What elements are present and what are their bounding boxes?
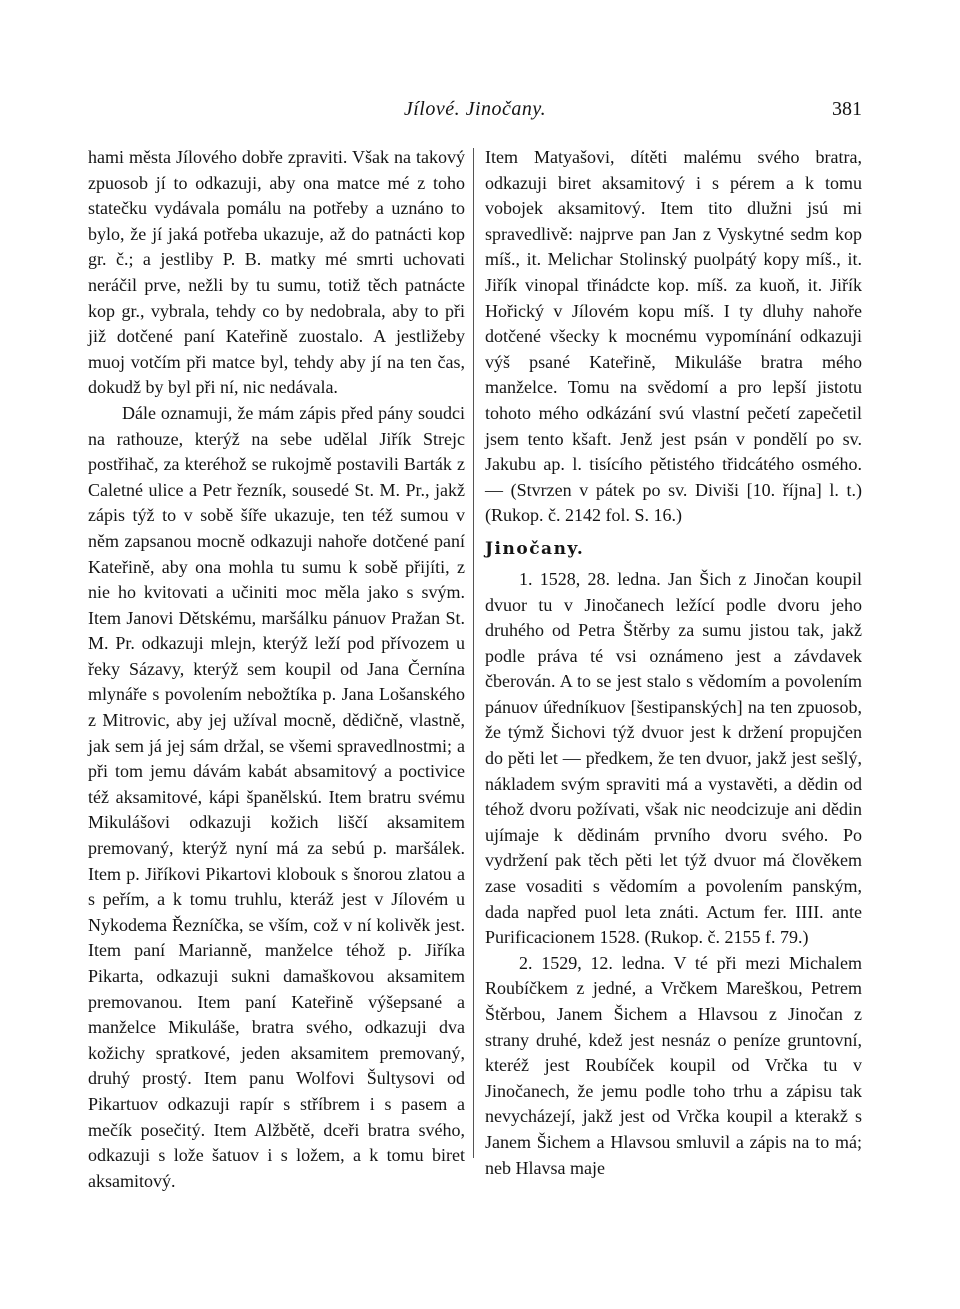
entry-1: 1. 1528, 28. ledna. Jan Šich z Jinočan koupil dvuor tu v Jinočanech ležící podle dvoru jeho druhého od Petra Štěrby za sumu jistou tak, jakž podle práva té vsi oznámeno jest a závdavek čberován. A to se jest stalo s vědomím a povolením pánuov úředníkuov [šestipanských] na ten zpuosob, že týmž Šichovi týž dvuor jest k držení propujčen do pěti let — předkem, že ten dvuor, jakž jest sešlý, nákladem svým spraviti má a vystavěti, a dědin od téhož dvoru požívati, však nic neodcizuje ani dědin ujímaje k dědinám prvního dvoru svého. Po vydržení pak těch pěti let týž dvuor má člověkem zase vosaditi s vědomím a povolením panským, dada napřed puol leta znáti. Actum fer. IIII. ante Purificacionem 1528. (Rukop. č. 2155 f. 79.) xyxy=(485,568,862,948)
left-paragraph-bequests: Dále oznamuji, že mám zápis před pány soudci na rathouze, kterýž na sebe udělal Jiřík Strejc postřihač, za kteréhož se rukojmě postavili Barták z Caletné ulice a Petr řezník, sousedé St. M. Pr., jakž zápis týž to v sobě šíře ukazuje, ten též sumou v něm zapsanou mocně odkazuji nahoře dotčené paní Kateřině, aby ona mohla tu sumu k sobě přijíti, z nie ho kvitovati a učiniti moc měla jako s svým. Item Janovi Dětskému, maršálku pánuov Pražan St. M. Pr. odkazuji mlejn, kterýž leží pod přívozem u řeky Sázavy, kterýž sem koupil od Jana Černína mlynáře s povolením nebožtíka p. Jana Lošanského z Mitrovic, aby jej užíval mocně, dědičně, vlastně, jak sem já jej sám držal, se všemi spravedlnostmi; a při tom jemu dávám kabát absamitový a poctivice též aksamitové, kápi španělskú. Item bratru svému Mikulášovi odkazuji kožich liščí aksamitem premovaný, kterýž nyní má za sebú p. maršálek. Item p. Jiříkovi Pikartovi klobouk s šnorou zlatou a s peřím, a k tomu truhlu, kteráž jest v Jílovém u Nykodema Řezníčka, se vším, což v ní kolivěk jest. Item paní Marianně, manželce téhož p. Jiříka Pikarta, odkazuji sukni damaškovou aksamitem premovanou. Item paní Kateřině výšepsané a manželce Mikuláše, bratra svého, odkazuji dva kožichy spratkové, jeden aksamitem premovaný, druhý prostý. Item panu Wolfovi Šultysovi od Pikartuov odkazuji rapír s stříbrem i s pasem a mečík posečitý. Item Alžbětě, dceři bratra svého, odkazuji s lože šatuov i s ložem, a k tomu biret aksamitový. xyxy=(88,402,465,1191)
page-number: 381 xyxy=(832,98,862,120)
right-column xyxy=(485,145,862,1181)
left-paragraph-continuation: hami města Jílového dobře zpraviti. Však na takový zpuosob jí to odkazuji, aby ona matce mé z toho statečku vydávala pomálu na potřeby a uznáno to bylo, že jí jaká potřeba ukazuje, až do patnácti kop gr. č.; a jestliby P. B. matky mé smrti uchovati neráčil prve, nežli by tu sumu, totiž těch patnácte kop gr., vybrala, tehdy co by nedobrala, aby to při již dotčené paní Kateřině zuostalo. A jestližeby muoj votčím při matce byl, tehdy aby jí na ten čas, dokudž by byl při ní, nic nedávala. xyxy=(88,147,465,398)
running-title: Jílové. Jinočany. xyxy=(403,98,547,120)
right-paragraph-intro: Item Matyašovi, dítěti malému svého bratra, odkazuji biret aksamitový i s pérem a k tomu vobojek aksamitový. Item tito dlužni jsú mi spravedlivě: najprve pan Jan z Vyskytné sedm kop míš., it. Melichar Stolinský puolpátý kopy míš., it. Jiřík vinopal třinádcte kop. míš. za kuoň, it. Jiřík Hořický v Jílovém kopu míš. I ty dluhy nahoře dotčené všecky k mocnému vypomínání odkazuji výš psané Kateřině, Mikuláše bratra mého manželce. Tomu na svědomí a pro lepší jistotu tohoto mého odkázání svú vlastní pečetí zapečetil jsem tento kšaft. Jenž jest psán v pondělí po sv. Jakubu ap. l. tisícího pětistého třidcátého osmého. — (Stvrzen v pátek po sv. Diviši [10. října] l. t.) (Rukop. č. 2142 fol. S. 16.) xyxy=(485,147,862,526)
section-heading: Jinočany. xyxy=(485,538,585,559)
page-header xyxy=(88,98,862,128)
left-column xyxy=(88,145,465,1194)
column-divider xyxy=(473,148,474,1158)
entry-2: 2. 1529, 12. ledna. V té při mezi Michalem Roubíčkem z jedné, a Vrčkem Mareškou, Petrem Štěrbou, Janem Šichem a Hlavsou z Jinočan z strany druhé, kdež jest nesnáz o peníze gruntovní, kteréž jest Roubíček koupil od Vrčka tu v Jinočanech, že jemu podle toho trhu a zápisu tak nevycházejí, jakž jest od Vrčka koupil a kterakž s Janem Šichem a Hlavsou smluvil a zápis na to má; neb Hlavsa maje xyxy=(485,952,862,1178)
